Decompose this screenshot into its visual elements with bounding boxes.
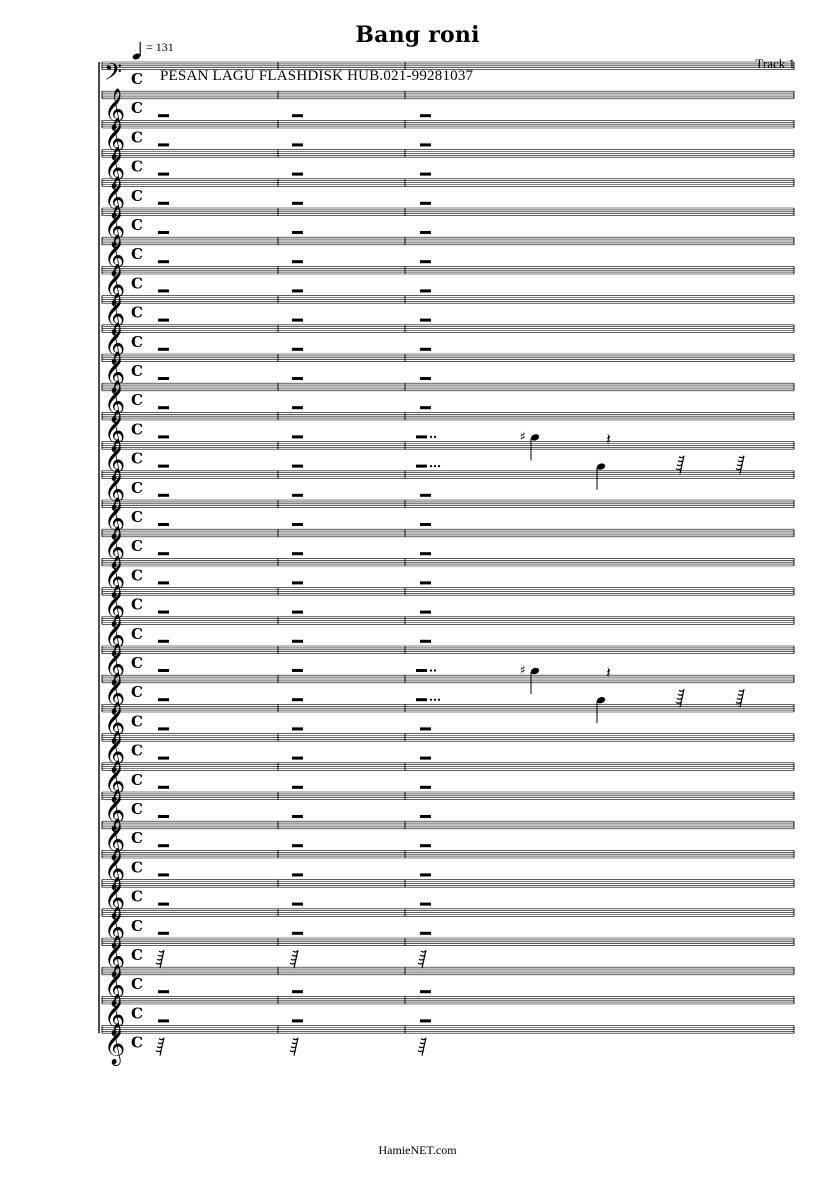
- treble-clef-icon: 𝄞: [104, 1023, 126, 1065]
- whole-rest: [158, 727, 169, 730]
- time-signature: C: [131, 332, 143, 351]
- whole-rest: [292, 786, 303, 789]
- whole-rest: [292, 465, 303, 468]
- staff: [102, 555, 794, 598]
- whole-rest: [420, 1019, 431, 1022]
- whole-rest: [158, 581, 169, 584]
- time-signature: C: [131, 858, 143, 877]
- treble-clef-icon: 𝄞: [104, 994, 126, 1036]
- staff: [102, 263, 794, 306]
- time-signature: C: [131, 508, 143, 526]
- whole-rest: [292, 143, 303, 146]
- whole-rest: [420, 202, 431, 205]
- whole-rest: [420, 640, 431, 643]
- treble-clef-icon: 𝄞: [104, 468, 126, 510]
- staff: [102, 993, 794, 1036]
- treble-clef-icon: 𝄞: [104, 906, 126, 948]
- short-rest: [418, 1038, 426, 1056]
- treble-clef-icon: 𝄞: [104, 731, 126, 773]
- time-signature: C: [131, 449, 143, 468]
- whole-rest: [158, 348, 169, 351]
- whole-rest: [292, 932, 303, 935]
- whole-rest: [292, 231, 303, 234]
- staff: [102, 847, 794, 890]
- time-signature: C: [131, 887, 143, 906]
- short-rest: [290, 950, 298, 968]
- dot: [438, 699, 440, 701]
- whole-rest: [420, 523, 431, 526]
- dot: [438, 465, 440, 467]
- treble-clef-icon: 𝄞: [104, 702, 126, 744]
- whole-rest: [158, 640, 169, 643]
- dot: [430, 669, 432, 671]
- short-rest: [156, 950, 164, 968]
- time-signature: C: [131, 770, 143, 789]
- staff: [102, 205, 794, 248]
- staff: [102, 409, 794, 460]
- treble-clef-icon: 𝄞: [104, 673, 126, 715]
- whole-rest: [158, 465, 169, 468]
- whole-rest: [158, 289, 169, 292]
- treble-clef-icon: 𝄞: [104, 206, 126, 247]
- whole-rest: [158, 611, 169, 614]
- whole-rest: [416, 698, 427, 701]
- staff: [102, 701, 794, 744]
- staff: [102, 672, 794, 723]
- time-signature: C: [131, 274, 143, 293]
- time-signature: C: [131, 391, 143, 410]
- whole-rest: [420, 143, 431, 146]
- time-signature: C: [131, 595, 143, 614]
- staff: [102, 1023, 794, 1066]
- whole-rest: [420, 990, 431, 993]
- track-label: Track 1: [755, 56, 795, 71]
- whole-rest: [292, 698, 303, 701]
- whole-rest: [158, 786, 169, 789]
- staff: [102, 58, 794, 91]
- whole-rest: [158, 494, 169, 497]
- whole-rest: [158, 523, 169, 526]
- whole-rest: [292, 319, 303, 322]
- whole-rest: [292, 377, 303, 380]
- staff: [102, 935, 794, 978]
- whole-rest: [158, 435, 169, 438]
- time-signature: C: [131, 741, 143, 760]
- whole-rest: [158, 231, 169, 234]
- treble-clef-icon: 𝄞: [104, 118, 126, 160]
- whole-rest: [420, 114, 431, 117]
- quarter-rest-icon: 𝄽: [606, 663, 611, 682]
- treble-clef-icon: 𝄞: [104, 498, 126, 539]
- whole-rest: [158, 903, 169, 906]
- treble-clef-icon: 𝄞: [104, 965, 126, 1007]
- time-signature: C: [131, 303, 143, 322]
- whole-rest: [292, 611, 303, 614]
- footer-text: HamieNET.com: [378, 1143, 457, 1157]
- whole-rest: [420, 231, 431, 234]
- whole-rest: [292, 815, 303, 818]
- whole-rest: [420, 757, 431, 760]
- staff: [102, 117, 794, 160]
- whole-rest: [158, 260, 169, 263]
- whole-rest: [420, 552, 431, 555]
- staff: [102, 351, 794, 394]
- time-signature: C: [131, 537, 143, 556]
- treble-clef-icon: 𝄞: [104, 147, 126, 189]
- staff: [102, 176, 794, 219]
- staff: [102, 526, 794, 569]
- whole-rest: [158, 990, 169, 993]
- whole-rest: [158, 114, 169, 117]
- staff: [102, 322, 794, 365]
- treble-clef-icon: 𝄞: [104, 790, 126, 831]
- whole-rest: [158, 815, 169, 818]
- whole-rest: [420, 260, 431, 263]
- whole-rest: [158, 406, 169, 409]
- staff: [102, 88, 794, 131]
- whole-rest: [420, 932, 431, 935]
- time-signature: C: [131, 478, 143, 497]
- whole-rest: [420, 786, 431, 789]
- treble-clef-icon: 𝄞: [104, 760, 126, 802]
- time-signature: C: [131, 916, 143, 935]
- dot: [434, 699, 436, 701]
- dot: [430, 436, 432, 438]
- whole-rest: [292, 348, 303, 351]
- dot: [434, 436, 436, 438]
- time-signature: C: [131, 829, 143, 848]
- whole-rest: [292, 523, 303, 526]
- dot: [430, 465, 432, 467]
- whole-rest: [420, 581, 431, 584]
- time-signature: C: [131, 654, 143, 672]
- whole-rest: [292, 1019, 303, 1022]
- short-rest: [156, 1038, 164, 1056]
- score-title: Bang roni: [355, 22, 480, 48]
- treble-clef-icon: 𝄞: [104, 381, 126, 423]
- treble-clef-icon: 𝄞: [104, 877, 126, 919]
- whole-rest: [420, 815, 431, 818]
- treble-clef-icon: 𝄞: [104, 264, 126, 306]
- whole-rest: [292, 494, 303, 497]
- whole-rest: [292, 173, 303, 176]
- staff: [102, 439, 794, 490]
- whole-rest: [158, 873, 169, 876]
- staff: [102, 468, 794, 511]
- time-signature: C: [131, 624, 143, 643]
- staff: [102, 906, 794, 949]
- treble-clef-icon: 𝄞: [104, 352, 126, 393]
- treble-clef-icon: 𝄞: [104, 322, 126, 364]
- staff: [102, 293, 794, 336]
- treble-clef-icon: 𝄞: [104, 936, 126, 977]
- whole-rest: [420, 844, 431, 847]
- whole-rest: [292, 640, 303, 643]
- dot: [430, 699, 432, 701]
- whole-rest: [158, 844, 169, 847]
- dot: [434, 669, 436, 671]
- treble-clef-icon: 𝄞: [104, 614, 126, 656]
- whole-rest: [158, 698, 169, 701]
- bass-clef-icon: 𝄢: [104, 58, 123, 91]
- whole-rest: [416, 465, 427, 468]
- time-signature: C: [131, 946, 143, 964]
- whole-rest: [420, 873, 431, 876]
- staff: [102, 731, 794, 774]
- whole-rest: [292, 289, 303, 292]
- whole-rest: [420, 377, 431, 380]
- time-signature: C: [131, 800, 143, 818]
- whole-rest: [420, 494, 431, 497]
- treble-clef-icon: 𝄞: [104, 293, 126, 335]
- staff: [102, 497, 794, 540]
- whole-rest: [420, 611, 431, 614]
- whole-rest: [158, 669, 169, 672]
- treble-clef-icon: 𝄞: [104, 556, 126, 598]
- whole-rest: [420, 348, 431, 351]
- dot: [434, 465, 436, 467]
- whole-rest: [292, 406, 303, 409]
- staff: [102, 614, 794, 657]
- time-signature: C: [131, 1004, 143, 1023]
- whole-rest: [158, 377, 169, 380]
- time-signature: C: [131, 1033, 143, 1052]
- staff: [102, 964, 794, 1007]
- whole-rest: [158, 173, 169, 176]
- whole-rest: [292, 669, 303, 672]
- whole-rest: [292, 435, 303, 438]
- whole-rest: [292, 903, 303, 906]
- whole-rest: [158, 202, 169, 205]
- whole-rest: [158, 1019, 169, 1022]
- whole-rest: [158, 552, 169, 555]
- time-signature: C: [131, 157, 143, 176]
- time-signature: C: [131, 128, 143, 147]
- staff: [102, 147, 794, 190]
- treble-clef-icon: 𝄞: [104, 235, 126, 277]
- whole-rest: [292, 757, 303, 760]
- header-text: PESAN LAGU FLASHDISK HUB.021-99281037: [160, 68, 474, 84]
- whole-rest: [292, 990, 303, 993]
- time-signature: C: [131, 70, 143, 88]
- whole-rest: [292, 844, 303, 847]
- time-signature: C: [131, 420, 143, 439]
- treble-clef-icon: 𝄞: [104, 527, 126, 569]
- time-signature: C: [131, 186, 143, 205]
- time-signature: C: [131, 975, 143, 994]
- whole-rest: [292, 114, 303, 117]
- whole-rest: [420, 903, 431, 906]
- whole-rest: [158, 932, 169, 935]
- whole-rest: [292, 873, 303, 876]
- treble-clef-icon: 𝄞: [104, 644, 126, 685]
- whole-rest: [416, 435, 427, 438]
- whole-rest: [420, 406, 431, 409]
- staff: [102, 789, 794, 832]
- time-signature: C: [131, 362, 143, 380]
- time-signature: C: [131, 99, 143, 118]
- whole-rest: [158, 757, 169, 760]
- whole-rest: [292, 727, 303, 730]
- whole-rest: [416, 669, 427, 672]
- treble-clef-icon: 𝄞: [104, 176, 126, 218]
- short-rest: [290, 1038, 298, 1056]
- sharp-icon: ♯: [520, 663, 526, 677]
- whole-rest: [292, 552, 303, 555]
- whole-rest: [420, 289, 431, 292]
- staff: [102, 877, 794, 920]
- staff: [102, 760, 794, 803]
- staff: [102, 643, 794, 694]
- treble-clef-icon: 𝄞: [104, 585, 126, 627]
- staff: [102, 818, 794, 861]
- staff: [102, 234, 794, 277]
- whole-rest: [420, 319, 431, 322]
- time-signature: C: [131, 245, 143, 264]
- whole-rest: [420, 173, 431, 176]
- staff: [102, 585, 794, 628]
- treble-clef-icon: 𝄞: [104, 89, 126, 131]
- whole-rest: [292, 581, 303, 584]
- whole-rest: [420, 727, 431, 730]
- treble-clef-icon: 𝄞: [104, 410, 126, 452]
- treble-clef-icon: 𝄞: [104, 848, 126, 890]
- whole-rest: [158, 319, 169, 322]
- treble-clef-icon: 𝄞: [104, 819, 126, 861]
- sharp-icon: ♯: [520, 429, 526, 444]
- time-signature: C: [131, 712, 143, 731]
- whole-rest: [292, 202, 303, 205]
- time-signature: C: [131, 566, 143, 585]
- staff: [102, 380, 794, 423]
- short-rest: [418, 950, 426, 968]
- time-signature: C: [131, 216, 143, 234]
- tempo-value: = 131: [146, 40, 174, 54]
- time-signature: C: [131, 683, 143, 702]
- quarter-rest-icon: 𝄽: [606, 429, 611, 449]
- whole-rest: [292, 260, 303, 263]
- treble-clef-icon: 𝄞: [104, 439, 126, 481]
- whole-rest: [158, 143, 169, 146]
